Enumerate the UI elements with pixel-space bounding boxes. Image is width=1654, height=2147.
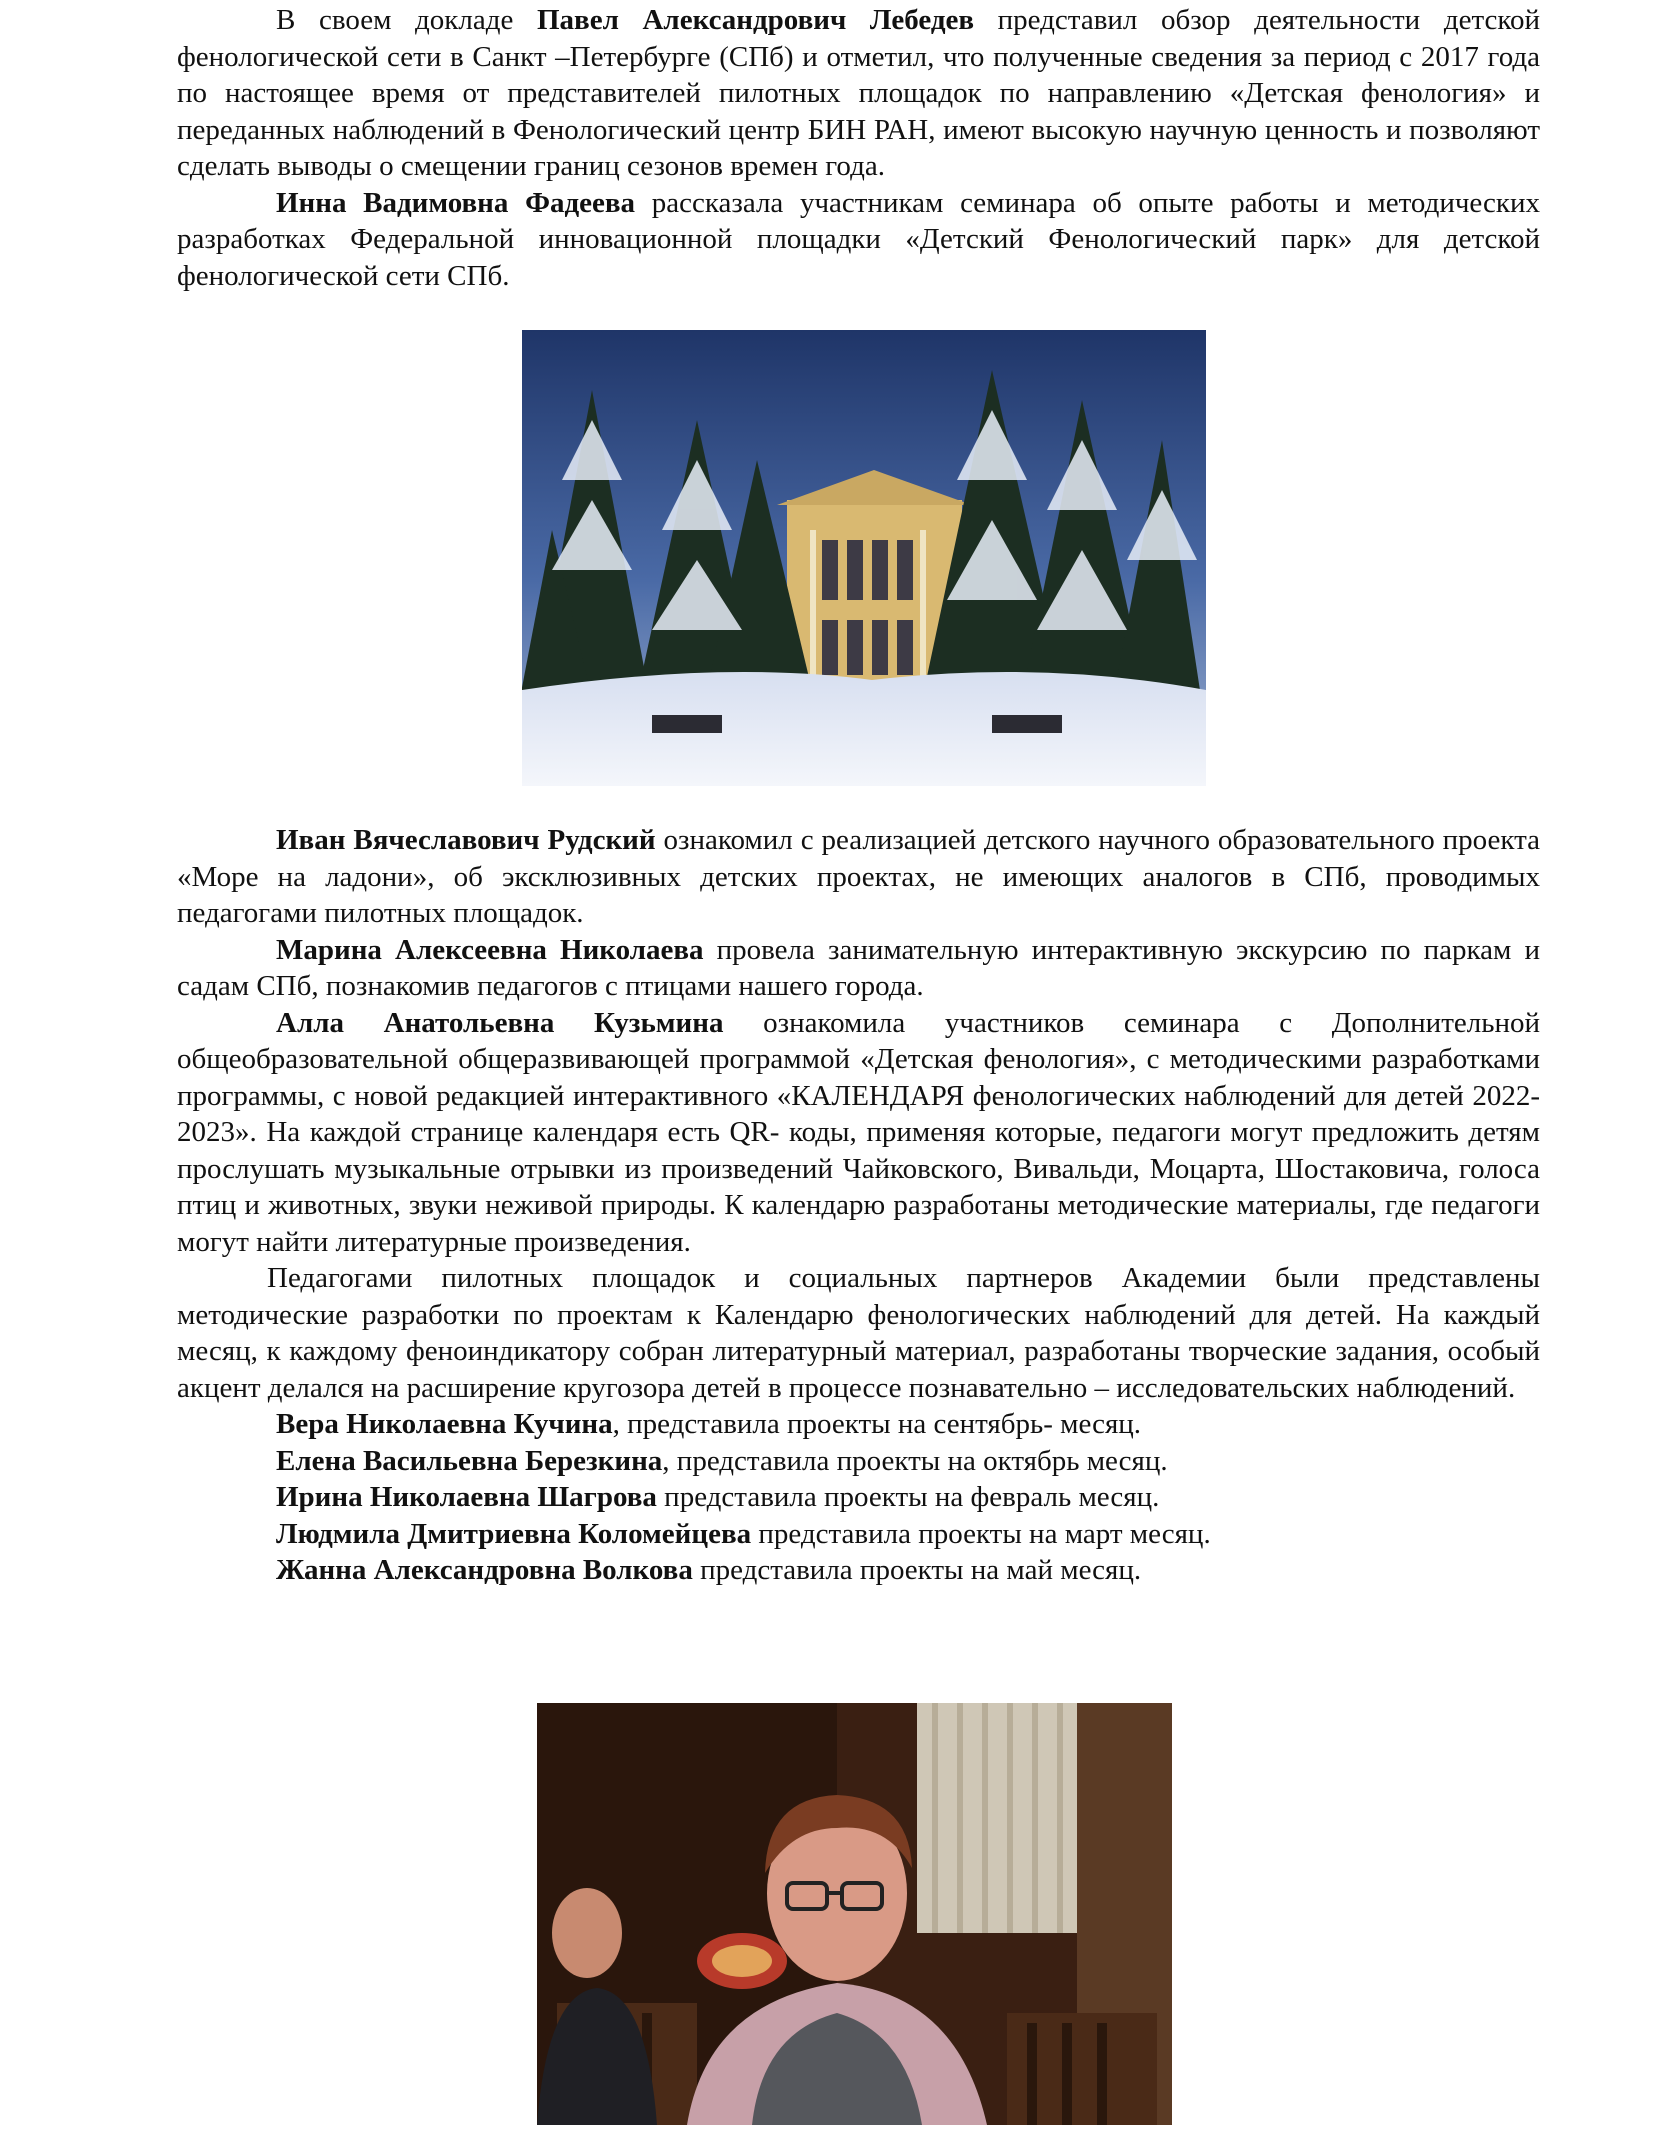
presenter-name: Жанна Александровна Волкова xyxy=(276,1554,693,1586)
paragraph-text: ознакомила участников семинара с Дополнительной общеобразовательной общеразвивающей программой «Детская фенология», с методическими разработками программы, с новой редакцией интерактивного «КАЛЕНДАРЯ фенологических наблюдений для детей 2022-2023». На каждой странице календаря есть QR- коды, применяя которые, педагоги могут предложить детям прослушать музыкальные отрывки из произведений Чайковского, Вивальди, Моцарта, Шостаковича, голоса птиц и животных, звуки неживой природы. К календарю разработаны методические материалы, где педагоги могут найти литературные произведения. xyxy=(177,1006,1540,1258)
presenter-name: Ирина Николаевна Шагрова xyxy=(276,1481,657,1513)
presenter-text: представила проекты на май месяц. xyxy=(692,1554,1142,1586)
paragraph-kuzmina xyxy=(177,1005,1540,1261)
presenter-line xyxy=(177,1479,1540,1516)
speaker-name: Павел Александрович Лебедев xyxy=(537,4,975,36)
presenter-line xyxy=(177,1406,1540,1443)
paragraph-fadeeva xyxy=(177,185,1540,295)
speaker-name: Инна Вадимовна Фадеева xyxy=(276,186,636,219)
paragraph-nikolaeva xyxy=(177,932,1540,1005)
winter-building-photo xyxy=(522,330,1206,786)
presenter-line xyxy=(177,1552,1540,1589)
presenter-text: представила проекты на март месяц. xyxy=(751,1517,1211,1550)
paragraph-text: провела занимательную интерактивную экскурсию по паркам и садам СПб, познакомив педагогов с птицами нашего города. xyxy=(177,933,1540,1002)
presenter-name: Людмила Дмитриевна Коломейцева xyxy=(276,1517,752,1550)
presenter-name: Елена Васильевна Березкина xyxy=(276,1444,663,1477)
paragraph-text: представил обзор деятельности детской фенологической сети в Санкт –Петербурге (СПб) и отметил, что полученные сведения за период с 2017 года по настоящее время от представителей пилотных площадок по направлению «Детская фенология» и переданных наблюдений в Фенологический центр БИН РАН, имеют высокую научную ценность и позволяют сделать выводы о смещении границ сезонов времен года. xyxy=(177,4,1540,182)
speaker-name: Алла Анатольевна Кузьмина xyxy=(276,1006,724,1039)
speaker-name: Марина Алексеевна Николаева xyxy=(276,933,704,966)
seminar-participant-image xyxy=(537,1703,1172,2125)
seminar-participant-photo xyxy=(537,1703,1172,2125)
winter-building-image xyxy=(522,330,1206,786)
paragraph-text: ознакомил с реализацией детского научного образовательного проекта «Море на ладони», об эксклюзивных детских проектах, не имеющих аналогов в СПб, проводимых педагогами пилотных площадок. xyxy=(177,824,1540,929)
paragraph-rudsky xyxy=(177,822,1540,932)
presenter-line xyxy=(177,1516,1540,1553)
presenter-text: , представила проекты на октябрь месяц. xyxy=(662,1444,1168,1477)
paragraph-text: Педагогами пилотных площадок и социальных партнеров Академии были представлены методические разработки по проектам к Календарю фенологических наблюдений для детей. На каждый месяц, к каждому феноиндикатору собран литературный материал, разработаны творческие задания, особый акцент делался на расширение кругозора детей в процессе познавательно – исследовательских наблюдений. xyxy=(177,1262,1540,1404)
text-block-top xyxy=(177,2,1540,294)
speaker-name: Иван Вячеславович Рудский xyxy=(276,824,656,856)
paragraph-lead: В своем докладе xyxy=(276,4,537,36)
presenter-name: Вера Николаевна Кучина xyxy=(276,1408,613,1440)
presenter-line xyxy=(177,1443,1540,1480)
paragraph-lebedev xyxy=(177,2,1540,185)
paragraph-pedagogues xyxy=(177,1260,1540,1406)
presenter-text: представила проекты на февраль месяц. xyxy=(656,1481,1160,1513)
paragraph-text: рассказала участникам семинара об опыте работы и методических разработках Федеральной инновационной площадки «Детский Фенологический парк» для детской фенологической сети СПб. xyxy=(177,186,1541,292)
presenter-text: , представила проекты на сентябрь- месяц. xyxy=(612,1408,1142,1440)
text-block-middle xyxy=(177,822,1540,1589)
